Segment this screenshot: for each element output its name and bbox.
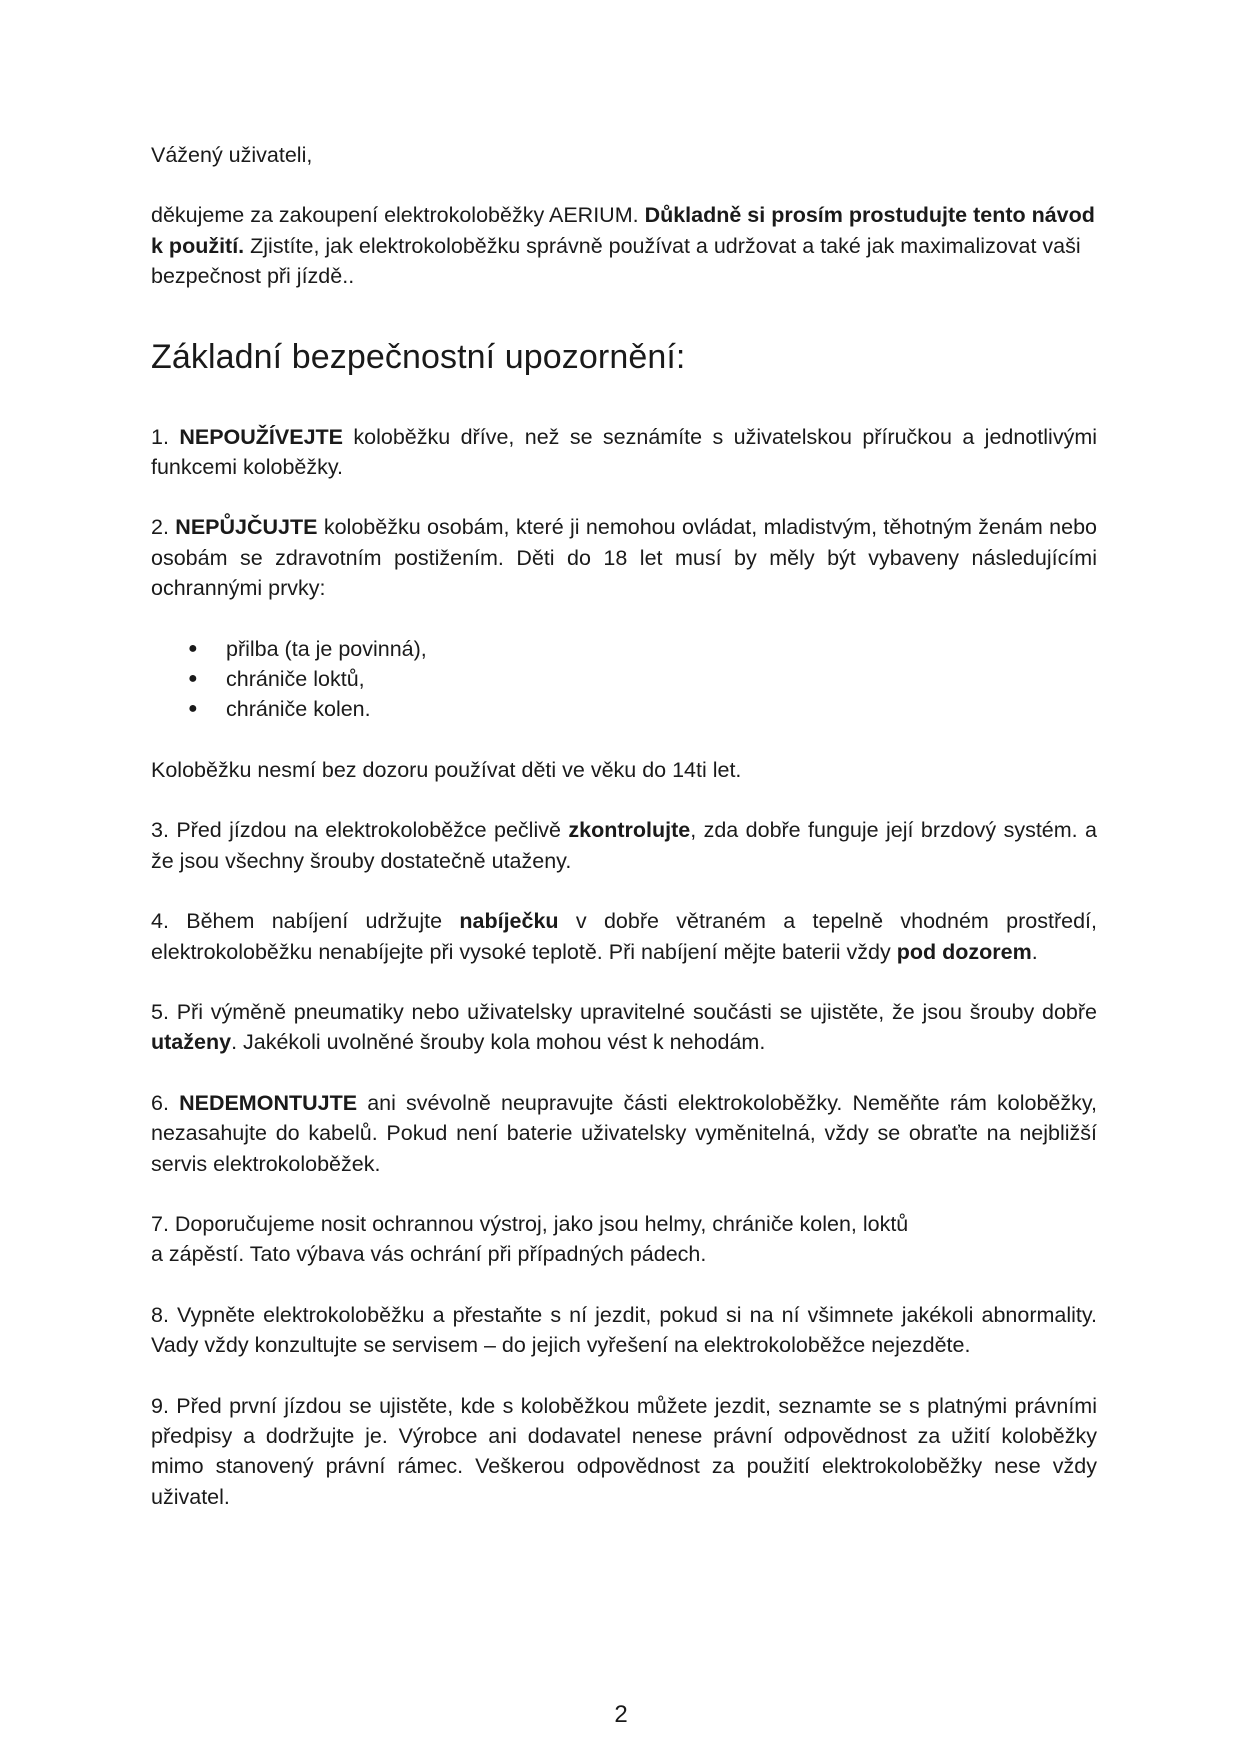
bullet-icon: ● [188,670,198,688]
list-item-text: chrániče loktů, [226,667,365,692]
safety-item-2 [151,512,1097,603]
safety-item-4 [151,906,1097,967]
item-2-bold: NEPŮJČUJTE [175,515,318,540]
item-6-number: 6. [151,1090,180,1115]
item-4-text-2: v dobře větraném a tepelně vhodném prostředí, elektrokoloběžku nenabíjejte při vysoké teplotě. Při nabíjení mějte baterii vždy [151,909,1097,964]
safety-item-7 [151,1209,1097,1270]
item-5-text-2: . Jakékoli uvolněné šrouby kola mohou vést k nehodám. [231,1030,766,1055]
protective-gear-list [151,634,1097,725]
list-item [151,634,1097,664]
item-7-line-1: 7. Doporučujeme nosit ochrannou výstroj, jako jsou helmy, chrániče kolen, loktů [151,1211,909,1236]
intro-bold-text: Důkladně si prosím prostudujte tento návod k použití. [151,203,1095,258]
safety-item-5 [151,997,1097,1058]
safety-item-6 [151,1088,1097,1179]
item-3-text-1: 3. Před jízdou na elektrokoloběžce pečlivě [151,818,569,843]
intro-paragraph [151,200,1097,291]
list-item-text: přilba (ta je povinná), [226,636,427,661]
item-2-number: 2. [151,515,176,540]
intro-text-1: děkujeme za zakoupení elektrokoloběžky AERIUM. [151,203,645,228]
item-7-line-2: a zápěstí. Tato výbava vás ochrání při případných pádech. [151,1242,707,1267]
list-item-text: chrániče kolen. [226,697,371,722]
bullet-icon: ● [188,700,198,718]
item-4-bold-2: pod dozorem [896,939,1032,964]
greeting: Vážený uživateli, [151,143,313,167]
item-2-text: koloběžku osobám, které ji nemohou ovládat, mladistvým, těhotným ženám nebo osobám se zdravotním postižením. Děti do 18 let musí by měly být vybaveny následujícími ochrannými prvky: [151,515,1097,601]
item-3-text-2: , zda dobře funguje její brzdový systém. a že jsou všechny šrouby dostatečně utaženy. [151,818,1098,873]
safety-item-9: 9. Před první jízdou se ujistěte, kde s koloběžkou můžete jezdit, seznamte se s platnými právními předpisy a dodržujte je. Výrobce ani dodavatel nenese právní odpovědnost za užití koloběžky mimo stanovený právní rámec. Veškerou odpovědnost za použití elektrokoloběžky nese vždy uživatel. [151,1393,1097,1509]
item-1-text: koloběžku dříve, než se seznámíte s uživatelskou příručkou a jednotlivými funkcemi koloběžky. [151,424,1097,480]
bullet-icon: ● [188,639,198,657]
safety-item-3 [151,815,1097,876]
item-6-text: ani svévolně neupravujte části elektrokoloběžky. Neměňte rám koloběžky, nezasahujte do kabelů. Pokud není baterie uživatelsky vyměnitelná, vždy se obraťte na nejbližší servis elektrokoloběžek. [151,1090,1098,1176]
intro-text-2: Zjistíte, jak elektrokoloběžku správně používat a udržovat a také jak maximalizovat vaši bezpečnost při jízdě.. [151,233,1081,289]
item-1-bold: NEPOUŽÍVEJTE [179,424,344,449]
item-5-text-1: 5. Při výměně pneumatiky nebo uživatelsky upravitelné součásti se ujistěte, že jsou šrouby dobře [151,999,1097,1024]
item-4-text-3: . [1031,939,1038,964]
item-3-bold: zkontrolujte [568,818,691,843]
page-number: 2 [614,1701,628,1728]
item-6-bold: NEDEMONTUJTE [179,1090,358,1115]
list-item [151,664,1097,694]
safety-item-1 [151,422,1097,483]
age-note: Koloběžku nesmí bez dozoru používat děti ve věku do 14ti let. [151,757,742,782]
document-page [151,140,1097,1542]
item-1-number: 1. [151,424,180,449]
section-heading: Základní bezpečnostní upozornění: [151,337,686,376]
safety-item-8: 8. Vypněte elektrokoloběžku a přestaňte s ní jezdit, pokud si na ní všimnete jakékoli abnormality. Vady vždy konzultujte se servisem – do jejich vyřešení na elektrokoloběžce nejezděte. [151,1302,1097,1358]
item-5-bold: utaženy [151,1030,232,1055]
list-item [151,694,1097,724]
item-4-bold-1: nabíječku [459,909,559,934]
item-4-text-1: 4. Během nabíjení udržujte [151,909,460,934]
